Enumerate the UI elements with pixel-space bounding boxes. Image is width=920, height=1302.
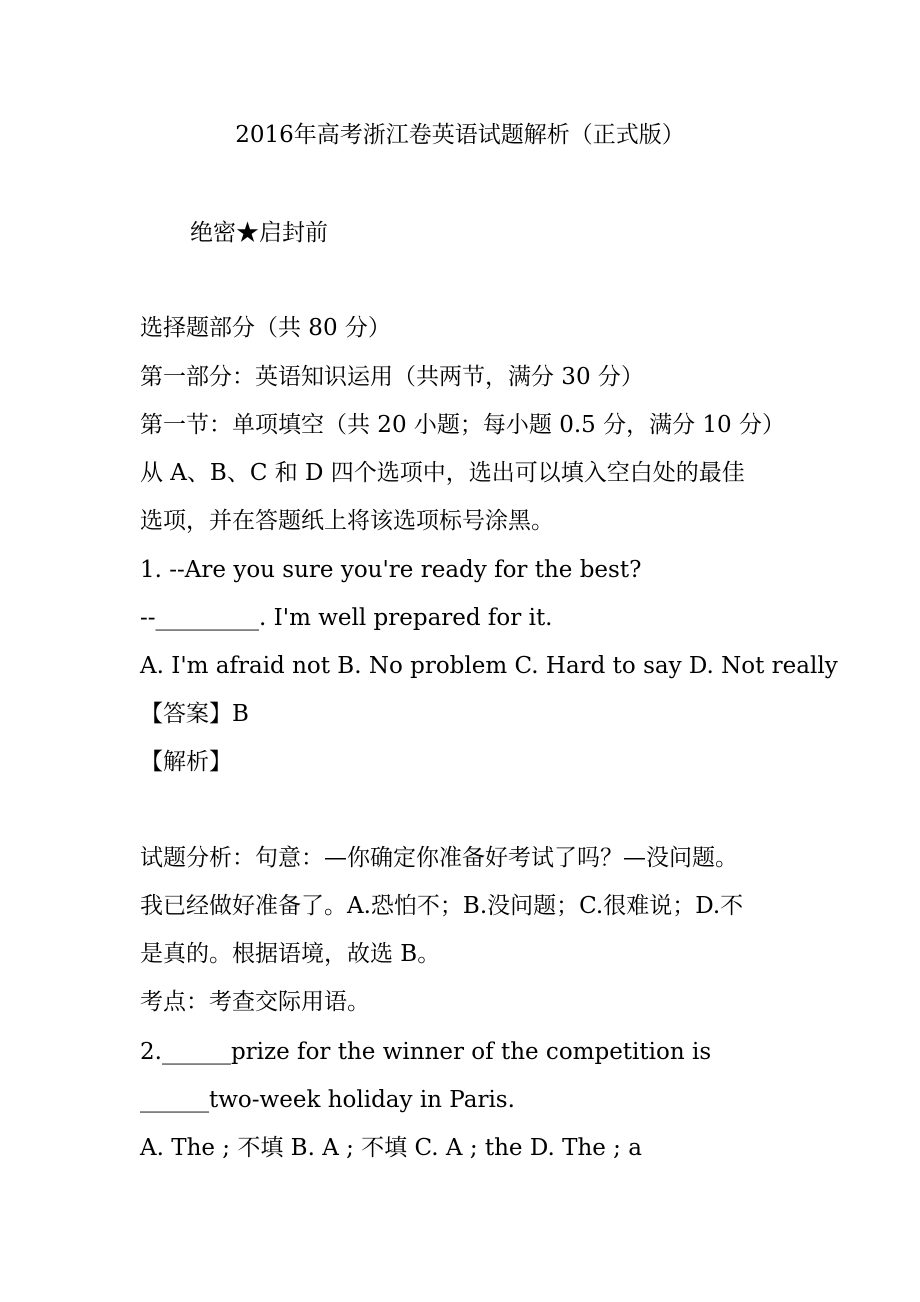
section-heading: 选择题部分（共 80 分） <box>140 315 391 341</box>
question-1-answer: 【答案】B <box>140 701 249 727</box>
instruction-line: 选项，并在答题纸上将该选项标号涂黑。 <box>140 508 554 534</box>
analysis-line: 试题分析：句意：—你确定你准备好考试了吗？—没问题。 <box>140 845 738 871</box>
question-1-text: 1. --Are you sure you're ready for the best? <box>140 557 642 583</box>
question-2-text: 2.______prize for the winner of the competition is <box>140 1039 712 1065</box>
question-2-options: A. The ; 不填 B. A ; 不填 C. A ; the D. The ; a <box>140 1135 642 1161</box>
instruction-line: 从 A、B、C 和 D 四个选项中，选出可以填入空白处的最佳 <box>140 460 745 486</box>
question-1-response: --_________. I'm well prepared for it. <box>140 605 553 631</box>
analysis-point: 考点：考查交际用语。 <box>140 989 370 1015</box>
question-1-options: A. I'm afraid not B. No problem C. Hard to say D. Not really <box>140 653 838 679</box>
part-heading: 第一部分：英语知识运用（共两节，满分 30 分） <box>140 364 644 390</box>
analysis-line: 我已经做好准备了。A.恐怕不；B.没问题；C.很难说；D.不 <box>140 893 744 919</box>
question-1-analysis-heading: 【解析】 <box>140 749 232 775</box>
analysis-line: 是真的。根据语境，故选 B。 <box>140 941 441 967</box>
subsection-heading: 第一节：单项填空（共 20 小题；每小题 0.5 分，满分 10 分） <box>140 412 785 438</box>
secret-mark: 绝密★启封前 <box>190 220 328 246</box>
document-title: 2016年高考浙江卷英语试题解析（正式版） <box>235 122 685 148</box>
question-2-text-continued: ______two-week holiday in Paris. <box>140 1087 515 1113</box>
